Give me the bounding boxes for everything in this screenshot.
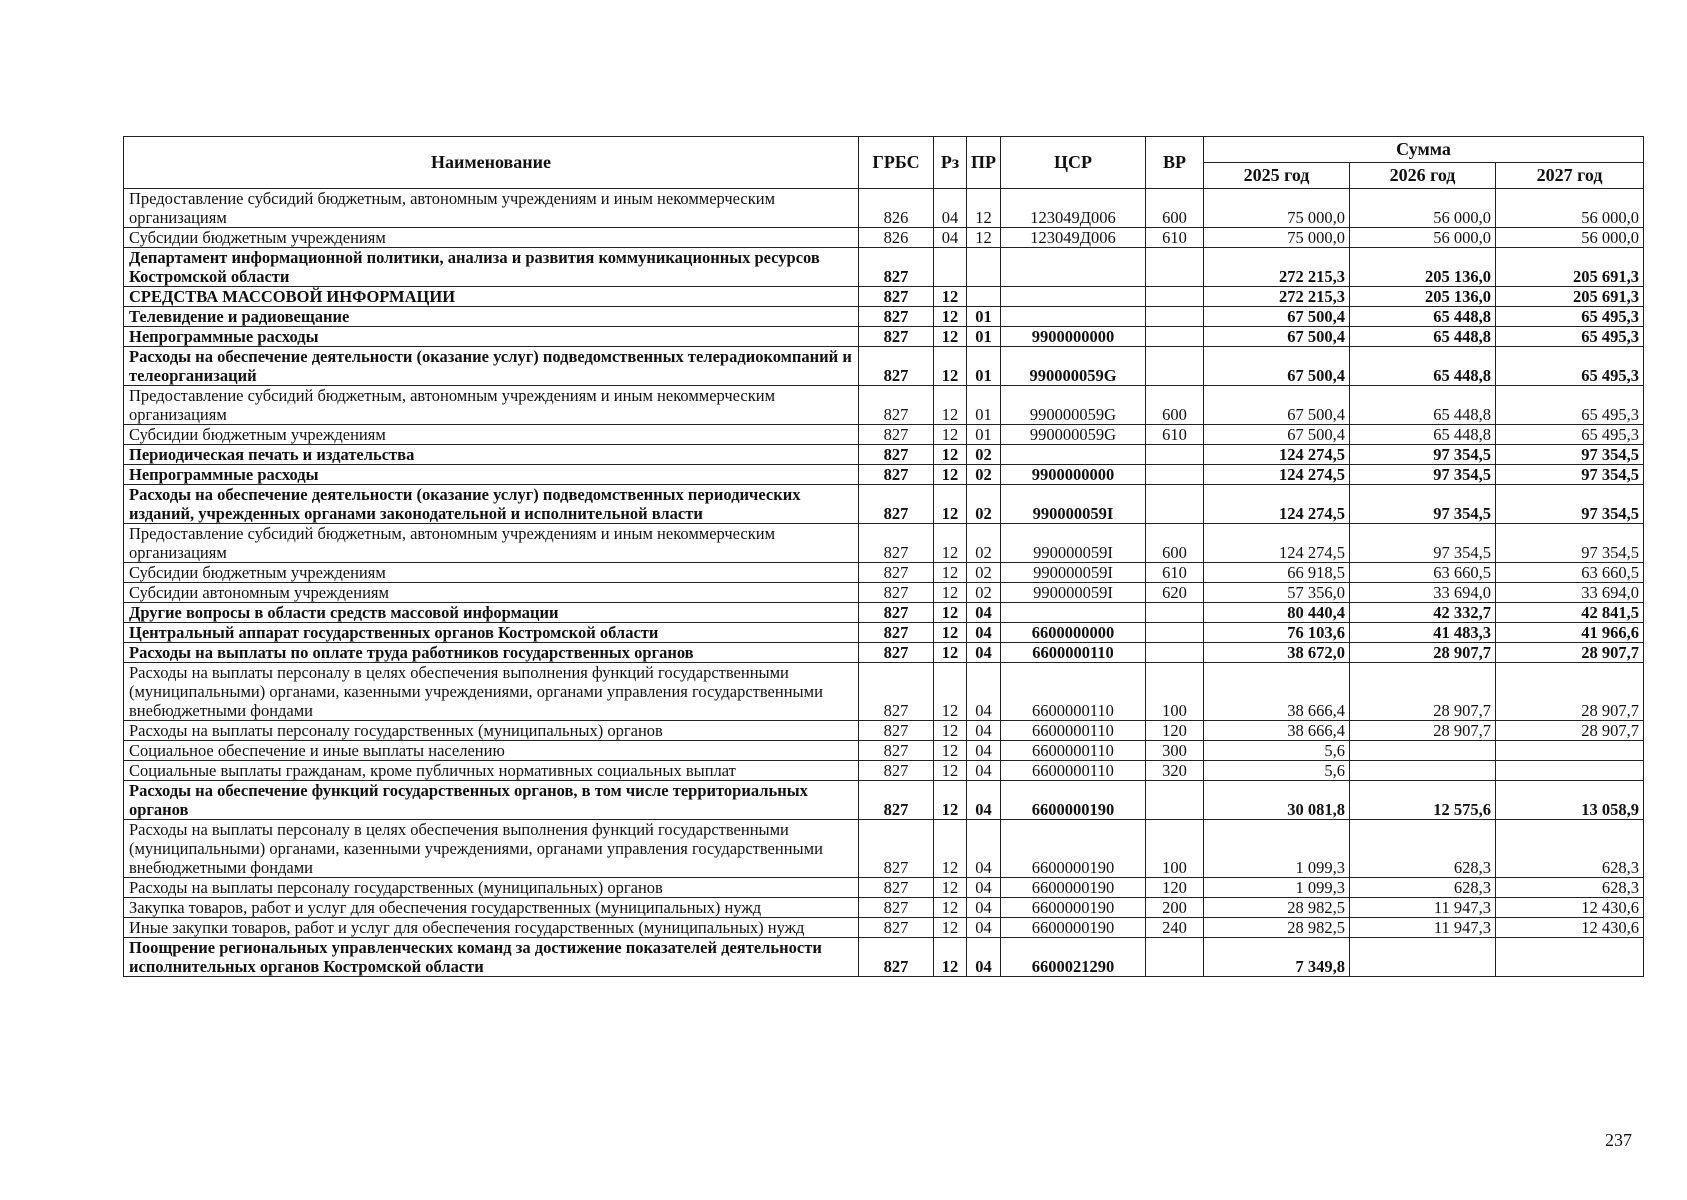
cell-vr: 620 <box>1146 583 1204 603</box>
cell-sum-2027: 56 000,0 <box>1496 228 1644 248</box>
cell-grbs: 827 <box>859 327 934 347</box>
cell-vr: 100 <box>1146 663 1204 721</box>
table-row <box>124 761 1644 781</box>
cell-rz: 12 <box>934 563 967 583</box>
cell-sum-2027: 628,3 <box>1496 820 1644 878</box>
cell-sum-2027: 65 495,3 <box>1496 425 1644 445</box>
cell-rz: 04 <box>934 228 967 248</box>
cell-grbs: 827 <box>859 603 934 623</box>
cell-vr: 610 <box>1146 563 1204 583</box>
cell-sum-2027: 65 495,3 <box>1496 386 1644 425</box>
cell-rz: 12 <box>934 465 967 485</box>
cell-sum-2025: 272 215,3 <box>1204 248 1350 287</box>
cell-csr <box>1001 445 1146 465</box>
cell-csr: 6600000190 <box>1001 918 1146 938</box>
cell-sum-2026: 41 483,3 <box>1350 623 1496 643</box>
cell-pr: 04 <box>967 603 1001 623</box>
cell-pr: 04 <box>967 938 1001 977</box>
cell-sum-2027: 28 907,7 <box>1496 663 1644 721</box>
cell-vr: 600 <box>1146 189 1204 228</box>
cell-csr <box>1001 307 1146 327</box>
table-row <box>124 918 1644 938</box>
cell-sum-2026: 97 354,5 <box>1350 485 1496 524</box>
row-name: Социальные выплаты гражданам, кроме публичных нормативных социальных выплат <box>124 761 859 781</box>
cell-pr: 02 <box>967 524 1001 563</box>
table-row <box>124 878 1644 898</box>
cell-sum-2027: 12 430,6 <box>1496 918 1644 938</box>
cell-csr: 6600021290 <box>1001 938 1146 977</box>
row-name: Расходы на выплаты персоналу в целях обеспечения выполнения функций государственными (муниципальными) органами, казенными учреждениями, органами управления государственными внебюджетными фондами <box>124 820 859 878</box>
cell-grbs: 827 <box>859 781 934 820</box>
cell-vr: 240 <box>1146 918 1204 938</box>
cell-sum-2026: 65 448,8 <box>1350 425 1496 445</box>
cell-pr <box>967 248 1001 287</box>
cell-sum-2026: 33 694,0 <box>1350 583 1496 603</box>
cell-sum-2025: 38 666,4 <box>1204 721 1350 741</box>
header-year-2026: 2026 год <box>1350 163 1496 189</box>
cell-csr: 990000059G <box>1001 347 1146 386</box>
cell-vr: 610 <box>1146 425 1204 445</box>
row-name: Телевидение и радиовещание <box>124 307 859 327</box>
cell-grbs: 827 <box>859 347 934 386</box>
cell-grbs: 827 <box>859 425 934 445</box>
cell-pr: 01 <box>967 307 1001 327</box>
table-body <box>124 189 1644 977</box>
cell-sum-2026: 65 448,8 <box>1350 347 1496 386</box>
cell-rz: 12 <box>934 524 967 563</box>
cell-vr <box>1146 603 1204 623</box>
cell-grbs: 827 <box>859 918 934 938</box>
cell-rz: 12 <box>934 347 967 386</box>
cell-rz: 12 <box>934 445 967 465</box>
cell-vr <box>1146 485 1204 524</box>
cell-sum-2026 <box>1350 761 1496 781</box>
cell-grbs: 827 <box>859 898 934 918</box>
cell-pr: 02 <box>967 465 1001 485</box>
cell-pr: 02 <box>967 485 1001 524</box>
cell-pr: 04 <box>967 741 1001 761</box>
cell-sum-2027: 97 354,5 <box>1496 485 1644 524</box>
cell-vr: 120 <box>1146 878 1204 898</box>
cell-sum-2026: 11 947,3 <box>1350 918 1496 938</box>
cell-vr: 600 <box>1146 524 1204 563</box>
cell-grbs: 827 <box>859 623 934 643</box>
cell-pr: 04 <box>967 663 1001 721</box>
row-name: Расходы на выплаты персоналу государственных (муниципальных) органов <box>124 878 859 898</box>
cell-csr: 990000059I <box>1001 485 1146 524</box>
cell-vr: 600 <box>1146 386 1204 425</box>
cell-grbs: 826 <box>859 189 934 228</box>
cell-sum-2027: 28 907,7 <box>1496 721 1644 741</box>
cell-sum-2027: 65 495,3 <box>1496 307 1644 327</box>
cell-csr: 990000059G <box>1001 425 1146 445</box>
table-row <box>124 898 1644 918</box>
cell-grbs: 827 <box>859 563 934 583</box>
cell-sum-2026: 65 448,8 <box>1350 386 1496 425</box>
cell-vr <box>1146 465 1204 485</box>
cell-pr: 12 <box>967 189 1001 228</box>
cell-sum-2025: 38 672,0 <box>1204 643 1350 663</box>
cell-sum-2027: 42 841,5 <box>1496 603 1644 623</box>
cell-sum-2026: 97 354,5 <box>1350 465 1496 485</box>
row-name: Субсидии бюджетным учреждениям <box>124 425 859 445</box>
row-name: Расходы на обеспечение функций государственных органов, в том числе территориальных органов <box>124 781 859 820</box>
cell-sum-2027: 628,3 <box>1496 878 1644 898</box>
row-name: Расходы на выплаты по оплате труда работников государственных органов <box>124 643 859 663</box>
row-name: Субсидии автономным учреждениям <box>124 583 859 603</box>
cell-pr: 01 <box>967 386 1001 425</box>
table-row <box>124 781 1644 820</box>
row-name: Расходы на выплаты персоналу в целях обеспечения выполнения функций государственными (муниципальными) органами, казенными учреждениями, органами управления государственными внебюджетными фондами <box>124 663 859 721</box>
cell-sum-2026 <box>1350 938 1496 977</box>
cell-csr <box>1001 248 1146 287</box>
cell-vr <box>1146 347 1204 386</box>
table-row <box>124 228 1644 248</box>
table-header <box>124 137 1644 189</box>
table-row <box>124 524 1644 563</box>
cell-pr: 01 <box>967 347 1001 386</box>
cell-sum-2026: 205 136,0 <box>1350 248 1496 287</box>
cell-rz: 12 <box>934 327 967 347</box>
cell-rz: 12 <box>934 663 967 721</box>
cell-csr: 6600000110 <box>1001 721 1146 741</box>
cell-sum-2027: 41 966,6 <box>1496 623 1644 643</box>
cell-sum-2025: 124 274,5 <box>1204 445 1350 465</box>
cell-pr: 04 <box>967 898 1001 918</box>
cell-rz: 12 <box>934 781 967 820</box>
cell-grbs: 827 <box>859 663 934 721</box>
row-name: Предоставление субсидий бюджетным, автономным учреждениям и иным некоммерческим организациям <box>124 524 859 563</box>
cell-sum-2026: 628,3 <box>1350 820 1496 878</box>
cell-csr: 6600000110 <box>1001 741 1146 761</box>
header-year-2025: 2025 год <box>1204 163 1350 189</box>
table-row <box>124 563 1644 583</box>
cell-sum-2025: 28 982,5 <box>1204 918 1350 938</box>
cell-sum-2027: 65 495,3 <box>1496 347 1644 386</box>
cell-rz: 12 <box>934 307 967 327</box>
cell-grbs: 826 <box>859 228 934 248</box>
cell-grbs: 827 <box>859 721 934 741</box>
cell-pr <box>967 287 1001 307</box>
row-name: Закупка товаров, работ и услуг для обеспечения государственных (муниципальных) нужд <box>124 898 859 918</box>
cell-sum-2026: 28 907,7 <box>1350 643 1496 663</box>
cell-grbs: 827 <box>859 248 934 287</box>
cell-sum-2026: 11 947,3 <box>1350 898 1496 918</box>
cell-pr: 01 <box>967 425 1001 445</box>
table-row <box>124 663 1644 721</box>
cell-csr: 990000059I <box>1001 524 1146 563</box>
cell-sum-2025: 124 274,5 <box>1204 465 1350 485</box>
cell-grbs: 827 <box>859 583 934 603</box>
cell-grbs: 827 <box>859 465 934 485</box>
cell-rz: 04 <box>934 189 967 228</box>
cell-sum-2026: 65 448,8 <box>1350 307 1496 327</box>
row-name: Центральный аппарат государственных органов Костромской области <box>124 623 859 643</box>
table-row <box>124 347 1644 386</box>
cell-sum-2026: 12 575,6 <box>1350 781 1496 820</box>
cell-rz: 12 <box>934 761 967 781</box>
cell-vr <box>1146 781 1204 820</box>
cell-rz: 12 <box>934 643 967 663</box>
cell-sum-2027 <box>1496 741 1644 761</box>
table-row <box>124 327 1644 347</box>
cell-sum-2027 <box>1496 938 1644 977</box>
cell-sum-2027: 28 907,7 <box>1496 643 1644 663</box>
page-number: 237 <box>1605 1130 1632 1150</box>
cell-rz: 12 <box>934 425 967 445</box>
cell-grbs: 827 <box>859 386 934 425</box>
cell-rz: 12 <box>934 918 967 938</box>
cell-rz: 12 <box>934 287 967 307</box>
cell-csr: 990000059I <box>1001 583 1146 603</box>
header-vr: ВР <box>1146 137 1204 189</box>
cell-sum-2026: 28 907,7 <box>1350 721 1496 741</box>
row-name: Периодическая печать и издательства <box>124 445 859 465</box>
cell-csr <box>1001 603 1146 623</box>
cell-grbs: 827 <box>859 741 934 761</box>
cell-sum-2025: 272 215,3 <box>1204 287 1350 307</box>
cell-sum-2026 <box>1350 741 1496 761</box>
cell-sum-2026: 97 354,5 <box>1350 445 1496 465</box>
cell-csr: 6600000110 <box>1001 643 1146 663</box>
row-name: Субсидии бюджетным учреждениям <box>124 228 859 248</box>
cell-grbs: 827 <box>859 878 934 898</box>
cell-sum-2026: 628,3 <box>1350 878 1496 898</box>
cell-pr: 04 <box>967 820 1001 878</box>
table-row <box>124 307 1644 327</box>
cell-sum-2027: 65 495,3 <box>1496 327 1644 347</box>
cell-pr: 04 <box>967 623 1001 643</box>
cell-sum-2027: 205 691,3 <box>1496 287 1644 307</box>
cell-pr: 02 <box>967 563 1001 583</box>
cell-rz: 12 <box>934 623 967 643</box>
table-row <box>124 248 1644 287</box>
cell-csr: 6600000110 <box>1001 663 1146 721</box>
cell-vr <box>1146 445 1204 465</box>
cell-pr: 04 <box>967 878 1001 898</box>
row-name: Предоставление субсидий бюджетным, автономным учреждениям и иным некоммерческим организациям <box>124 189 859 228</box>
cell-sum-2026: 42 332,7 <box>1350 603 1496 623</box>
header-rz: Рз <box>934 137 967 189</box>
cell-sum-2027: 63 660,5 <box>1496 563 1644 583</box>
cell-sum-2027: 97 354,5 <box>1496 524 1644 563</box>
cell-csr: 6600000190 <box>1001 820 1146 878</box>
cell-sum-2025: 5,6 <box>1204 761 1350 781</box>
cell-rz: 12 <box>934 603 967 623</box>
cell-sum-2025: 124 274,5 <box>1204 485 1350 524</box>
table-row <box>124 623 1644 643</box>
table-row <box>124 938 1644 977</box>
table-row <box>124 445 1644 465</box>
cell-rz: 12 <box>934 898 967 918</box>
cell-grbs: 827 <box>859 287 934 307</box>
cell-csr: 6600000110 <box>1001 761 1146 781</box>
table-row <box>124 465 1644 485</box>
cell-rz: 12 <box>934 878 967 898</box>
cell-pr: 02 <box>967 445 1001 465</box>
cell-sum-2025: 67 500,4 <box>1204 327 1350 347</box>
cell-rz: 12 <box>934 741 967 761</box>
cell-vr: 300 <box>1146 741 1204 761</box>
cell-pr: 02 <box>967 583 1001 603</box>
budget-table <box>123 136 1644 977</box>
table-row <box>124 741 1644 761</box>
header-year-2027: 2027 год <box>1496 163 1644 189</box>
row-name: Иные закупки товаров, работ и услуг для обеспечения государственных (муниципальных) нужд <box>124 918 859 938</box>
cell-vr <box>1146 327 1204 347</box>
cell-sum-2025: 38 666,4 <box>1204 663 1350 721</box>
row-name: Расходы на выплаты персоналу государственных (муниципальных) органов <box>124 721 859 741</box>
header-sum: Сумма <box>1204 137 1644 163</box>
row-name: Другие вопросы в области средств массовой информации <box>124 603 859 623</box>
row-name: Расходы на обеспечение деятельности (оказание услуг) подведомственных телерадиокомпаний и телеорганизаций <box>124 347 859 386</box>
cell-sum-2025: 75 000,0 <box>1204 228 1350 248</box>
cell-sum-2025: 7 349,8 <box>1204 938 1350 977</box>
cell-csr: 123049Д006 <box>1001 228 1146 248</box>
header-pr: ПР <box>967 137 1001 189</box>
cell-rz: 12 <box>934 938 967 977</box>
row-name: Расходы на обеспечение деятельности (оказание услуг) подведомственных периодических изданий, учрежденных органами законодательной и исполнительной власти <box>124 485 859 524</box>
cell-rz: 12 <box>934 386 967 425</box>
cell-rz: 12 <box>934 820 967 878</box>
cell-sum-2027: 33 694,0 <box>1496 583 1644 603</box>
cell-grbs: 827 <box>859 820 934 878</box>
cell-grbs: 827 <box>859 938 934 977</box>
cell-grbs: 827 <box>859 761 934 781</box>
table-row <box>124 643 1644 663</box>
cell-csr: 990000059I <box>1001 563 1146 583</box>
cell-vr <box>1146 623 1204 643</box>
row-name: Социальное обеспечение и иные выплаты населению <box>124 741 859 761</box>
table-row <box>124 425 1644 445</box>
cell-vr: 320 <box>1146 761 1204 781</box>
cell-sum-2025: 67 500,4 <box>1204 425 1350 445</box>
cell-sum-2025: 67 500,4 <box>1204 307 1350 327</box>
header-csr: ЦСР <box>1001 137 1146 189</box>
table-row <box>124 603 1644 623</box>
row-name: Непрограммные расходы <box>124 327 859 347</box>
row-name: Субсидии бюджетным учреждениям <box>124 563 859 583</box>
cell-csr: 6600000190 <box>1001 781 1146 820</box>
cell-sum-2025: 75 000,0 <box>1204 189 1350 228</box>
cell-sum-2026: 205 136,0 <box>1350 287 1496 307</box>
cell-csr: 6600000190 <box>1001 878 1146 898</box>
cell-vr <box>1146 307 1204 327</box>
cell-sum-2025: 28 982,5 <box>1204 898 1350 918</box>
cell-rz: 12 <box>934 721 967 741</box>
cell-grbs: 827 <box>859 485 934 524</box>
cell-pr: 04 <box>967 918 1001 938</box>
cell-sum-2025: 1 099,3 <box>1204 820 1350 878</box>
cell-grbs: 827 <box>859 643 934 663</box>
cell-sum-2027: 12 430,6 <box>1496 898 1644 918</box>
cell-sum-2025: 5,6 <box>1204 741 1350 761</box>
cell-sum-2026: 63 660,5 <box>1350 563 1496 583</box>
cell-csr: 990000059G <box>1001 386 1146 425</box>
cell-vr: 120 <box>1146 721 1204 741</box>
cell-csr: 6600000000 <box>1001 623 1146 643</box>
cell-csr: 6600000190 <box>1001 898 1146 918</box>
cell-sum-2025: 124 274,5 <box>1204 524 1350 563</box>
cell-sum-2026: 28 907,7 <box>1350 663 1496 721</box>
cell-sum-2027: 205 691,3 <box>1496 248 1644 287</box>
cell-sum-2025: 1 099,3 <box>1204 878 1350 898</box>
cell-vr: 200 <box>1146 898 1204 918</box>
table-row <box>124 820 1644 878</box>
cell-sum-2025: 57 356,0 <box>1204 583 1350 603</box>
row-name: Поощрение региональных управленческих команд за достижение показателей деятельности исполнительных органов Костромской области <box>124 938 859 977</box>
cell-rz: 12 <box>934 583 967 603</box>
table-row <box>124 583 1644 603</box>
table-row <box>124 189 1644 228</box>
row-name: Департамент информационной политики, анализа и развития коммуникационных ресурсов Костромской области <box>124 248 859 287</box>
cell-sum-2025: 30 081,8 <box>1204 781 1350 820</box>
row-name: Непрограммные расходы <box>124 465 859 485</box>
table-row <box>124 721 1644 741</box>
cell-rz: 12 <box>934 485 967 524</box>
cell-sum-2027 <box>1496 761 1644 781</box>
cell-rz <box>934 248 967 287</box>
cell-grbs: 827 <box>859 307 934 327</box>
cell-vr <box>1146 287 1204 307</box>
cell-csr: 123049Д006 <box>1001 189 1146 228</box>
cell-vr: 610 <box>1146 228 1204 248</box>
cell-pr: 04 <box>967 643 1001 663</box>
cell-csr: 9900000000 <box>1001 465 1146 485</box>
cell-grbs: 827 <box>859 445 934 465</box>
cell-sum-2027: 97 354,5 <box>1496 465 1644 485</box>
header-grbs: ГРБС <box>859 137 934 189</box>
cell-pr: 04 <box>967 761 1001 781</box>
cell-sum-2025: 76 103,6 <box>1204 623 1350 643</box>
row-name: Предоставление субсидий бюджетным, автономным учреждениям и иным некоммерческим организациям <box>124 386 859 425</box>
cell-vr <box>1146 248 1204 287</box>
row-name: СРЕДСТВА МАССОВОЙ ИНФОРМАЦИИ <box>124 287 859 307</box>
cell-grbs: 827 <box>859 524 934 563</box>
header-name: Наименование <box>124 137 859 189</box>
cell-csr <box>1001 287 1146 307</box>
cell-pr: 01 <box>967 327 1001 347</box>
cell-sum-2025: 66 918,5 <box>1204 563 1350 583</box>
cell-sum-2025: 67 500,4 <box>1204 347 1350 386</box>
cell-sum-2027: 97 354,5 <box>1496 445 1644 465</box>
cell-pr: 04 <box>967 781 1001 820</box>
cell-sum-2026: 65 448,8 <box>1350 327 1496 347</box>
cell-sum-2025: 80 440,4 <box>1204 603 1350 623</box>
cell-pr: 04 <box>967 721 1001 741</box>
table-row <box>124 386 1644 425</box>
table-row <box>124 485 1644 524</box>
cell-sum-2025: 67 500,4 <box>1204 386 1350 425</box>
cell-vr: 100 <box>1146 820 1204 878</box>
cell-sum-2026: 56 000,0 <box>1350 189 1496 228</box>
cell-vr <box>1146 938 1204 977</box>
cell-csr: 9900000000 <box>1001 327 1146 347</box>
cell-vr <box>1146 643 1204 663</box>
cell-sum-2027: 56 000,0 <box>1496 189 1644 228</box>
table-row <box>124 287 1644 307</box>
cell-sum-2026: 56 000,0 <box>1350 228 1496 248</box>
cell-pr: 12 <box>967 228 1001 248</box>
cell-sum-2027: 13 058,9 <box>1496 781 1644 820</box>
cell-sum-2026: 97 354,5 <box>1350 524 1496 563</box>
